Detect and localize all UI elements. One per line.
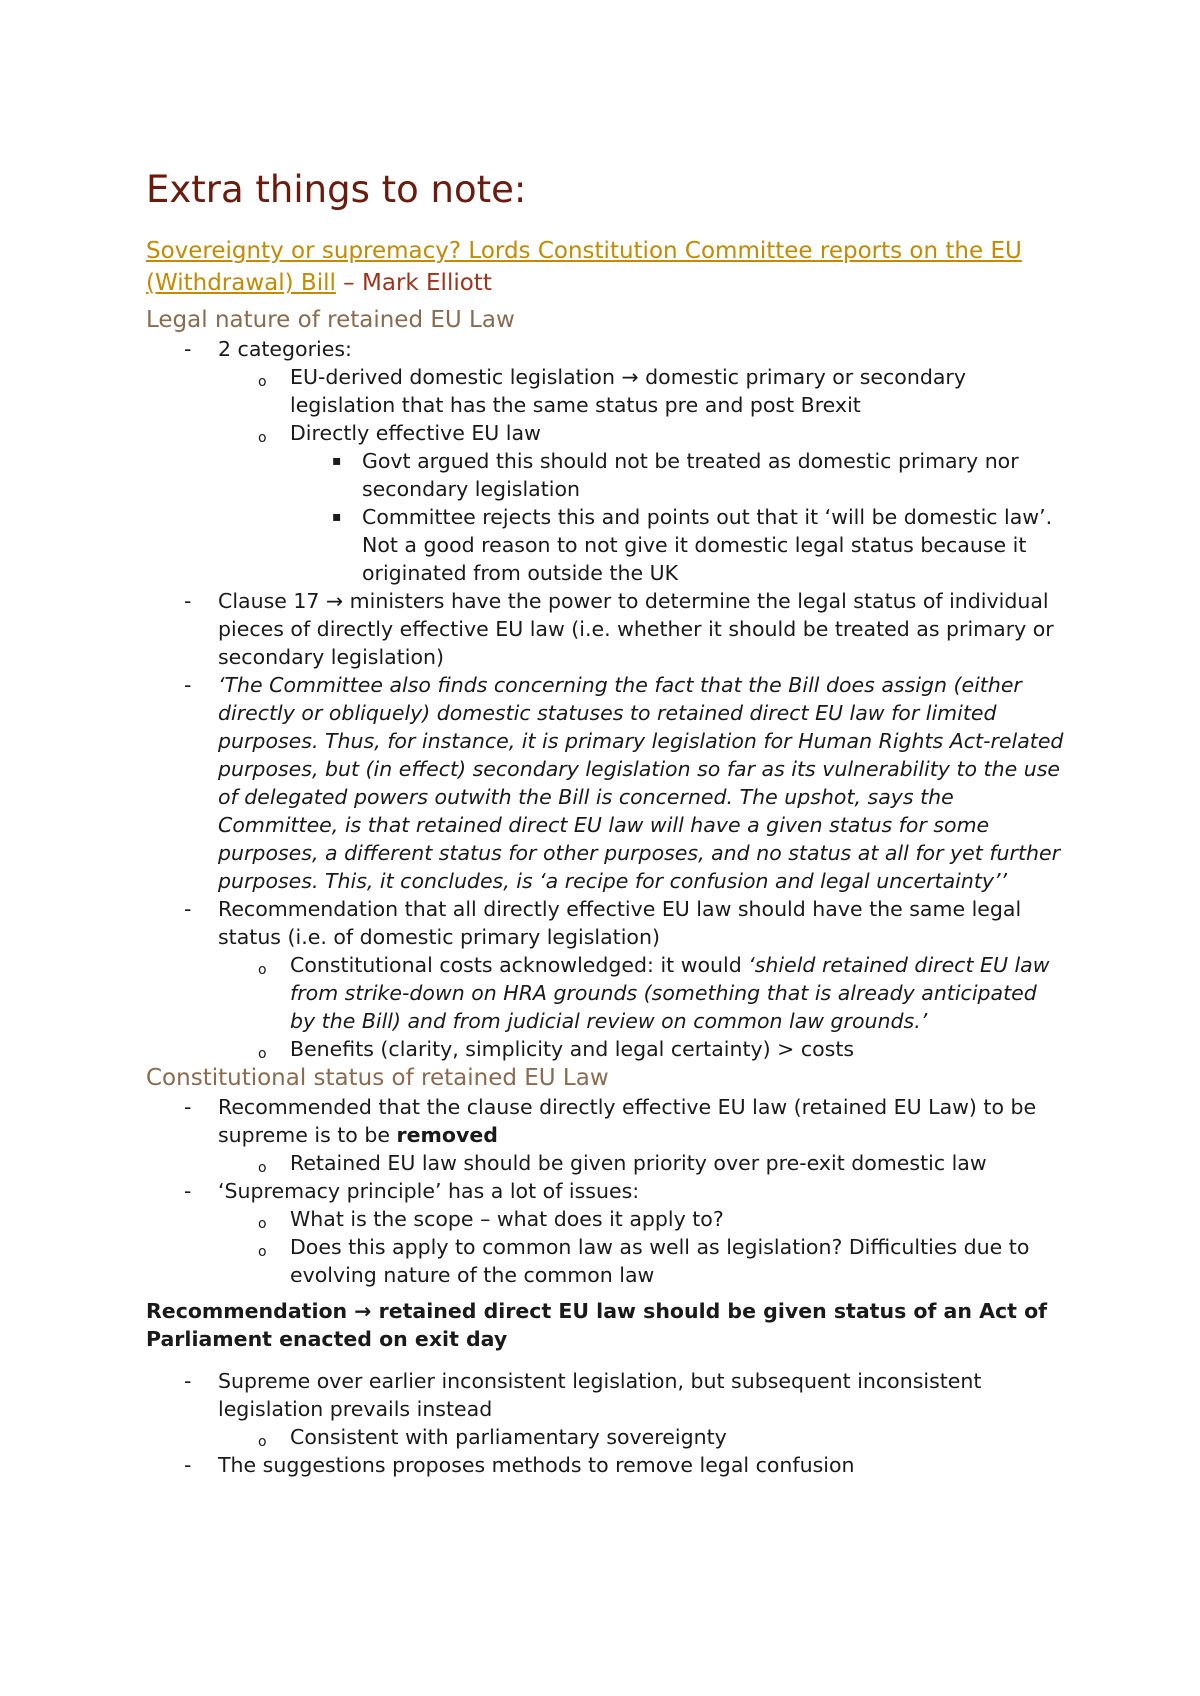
circle-bullet: o bbox=[258, 1159, 267, 1176]
list-item bbox=[146, 1367, 1066, 1423]
dash-bullet: - bbox=[184, 672, 192, 697]
list-item-text: Recommendation that all directly effective EU law should have the same legal status (i.e. of domestic primary legislation) bbox=[218, 896, 1022, 949]
circle-bullet: o bbox=[258, 1243, 267, 1260]
list-item bbox=[146, 1177, 1066, 1205]
list-item-text: ‘Supremacy principle’ has a lot of issues: bbox=[218, 1178, 640, 1203]
dash-bullet: - bbox=[184, 1094, 192, 1119]
dash-bullet: - bbox=[184, 336, 192, 361]
list-item bbox=[146, 1093, 1066, 1149]
list-item bbox=[146, 1451, 1066, 1479]
circle-bullet: o bbox=[258, 373, 267, 390]
circle-bullet: o bbox=[258, 961, 267, 978]
list-item-text: EU-derived domestic legislation → domestic primary or secondary legislation that has the same status pre and post Brexit bbox=[290, 364, 966, 417]
committee-quote: ‘The Committee also finds concerning the fact that the Bill does assign (either directly or obliquely) domestic statuses to retained direct EU law for limited purposes. Thus, for instance, it is primary legislation for Human Rights Act-related purposes, but (in effect) secondary legislation so far as its vulnerability to the use of delegated powers outwith the Bill is concerned. The upshot, says the Committee, is that retained direct EU law will have a given status for some purposes, a different status for other purposes, and no status at all for yet further purposes. This, it concludes, is ‘a recipe for confusion and legal uncertainty’’ bbox=[218, 672, 1064, 893]
page-title: Extra things to note: bbox=[146, 168, 527, 211]
list-item-text: Consistent with parliamentary sovereignty bbox=[290, 1424, 727, 1449]
list-item bbox=[146, 671, 1066, 895]
square-bullet: ▪ bbox=[332, 452, 342, 469]
list-item bbox=[146, 1035, 1066, 1063]
source-link[interactable]: Sovereignty or supremacy? Lords Constitution Committee reports on the EU (Withdrawal) Bill bbox=[146, 237, 1022, 296]
costs-quote: ‘shield retained direct EU law from strike-down on HRA grounds (something that is already anticipated by the Bill) and from judicial review on common law grounds.’ bbox=[290, 952, 1050, 1033]
list-item bbox=[146, 1149, 1066, 1177]
list-item-text: Constitutional costs acknowledged: it would bbox=[290, 952, 749, 977]
list-item bbox=[146, 335, 1066, 363]
list-item bbox=[146, 895, 1066, 951]
emphasis-text: removed bbox=[396, 1122, 498, 1147]
list-item-text: Benefits (clarity, simplicity and legal certainty) > costs bbox=[290, 1036, 855, 1061]
list-item-text: What is the scope – what does it apply to? bbox=[290, 1206, 724, 1231]
source-reference bbox=[146, 235, 1066, 299]
section-heading-legal-nature: Legal nature of retained EU Law bbox=[146, 306, 515, 333]
list-item-text: Clause 17 → ministers have the power to determine the legal status of individual pieces of directly effective EU law (i.e. whether it should be treated as primary or secondary legislation) bbox=[218, 588, 1054, 669]
list-item bbox=[146, 1423, 1066, 1451]
list-item bbox=[146, 1233, 1066, 1289]
circle-bullet: o bbox=[258, 1433, 267, 1450]
list-item bbox=[146, 363, 1066, 419]
list-item bbox=[146, 503, 1066, 587]
document-page bbox=[146, 170, 1066, 1479]
list-item bbox=[146, 419, 1066, 447]
list-item bbox=[146, 1205, 1066, 1233]
dash-bullet: - bbox=[184, 1368, 192, 1393]
source-separator: – bbox=[335, 269, 362, 296]
legal-nature-list bbox=[146, 335, 1066, 1063]
section-heading-constitutional-status: Constitutional status of retained EU Law bbox=[146, 1064, 609, 1091]
list-item bbox=[146, 951, 1066, 1035]
list-item-text: Recommended that the clause directly effective EU law (retained EU Law) to be supreme is to be bbox=[218, 1094, 1037, 1147]
list-item-text: 2 categories: bbox=[218, 336, 352, 361]
constitutional-status-list bbox=[146, 1093, 1066, 1289]
list-item-text: Govt argued this should not be treated as domestic primary nor secondary legislation bbox=[362, 448, 1019, 501]
square-bullet: ▪ bbox=[332, 508, 342, 525]
list-item bbox=[146, 447, 1066, 503]
list-item-text: Directly effective EU law bbox=[290, 420, 541, 445]
circle-bullet: o bbox=[258, 1215, 267, 1232]
dash-bullet: - bbox=[184, 1452, 192, 1477]
list-item-text: Retained EU law should be given priority over pre-exit domestic law bbox=[290, 1150, 987, 1175]
list-item-text: Committee rejects this and points out that it ‘will be domestic law’. Not a good reason to not give it domestic legal status because it originated from outside the UK bbox=[362, 504, 1053, 585]
list-item bbox=[146, 587, 1066, 671]
recommendation-heading: Recommendation → retained direct EU law should be given status of an Act of Parliament enacted on exit day bbox=[146, 1298, 1048, 1351]
circle-bullet: o bbox=[258, 429, 267, 446]
circle-bullet: o bbox=[258, 1045, 267, 1062]
dash-bullet: - bbox=[184, 896, 192, 921]
dash-bullet: - bbox=[184, 588, 192, 613]
list-item-text: Does this apply to common law as well as legislation? Difficulties due to evolving nature of the common law bbox=[290, 1234, 1030, 1287]
recommendation-list bbox=[146, 1367, 1066, 1479]
list-item-text: Supreme over earlier inconsistent legislation, but subsequent inconsistent legislation prevails instead bbox=[218, 1368, 982, 1421]
dash-bullet: - bbox=[184, 1178, 192, 1203]
list-item-text: The suggestions proposes methods to remove legal confusion bbox=[218, 1452, 855, 1477]
source-author: Mark Elliott bbox=[362, 269, 492, 296]
